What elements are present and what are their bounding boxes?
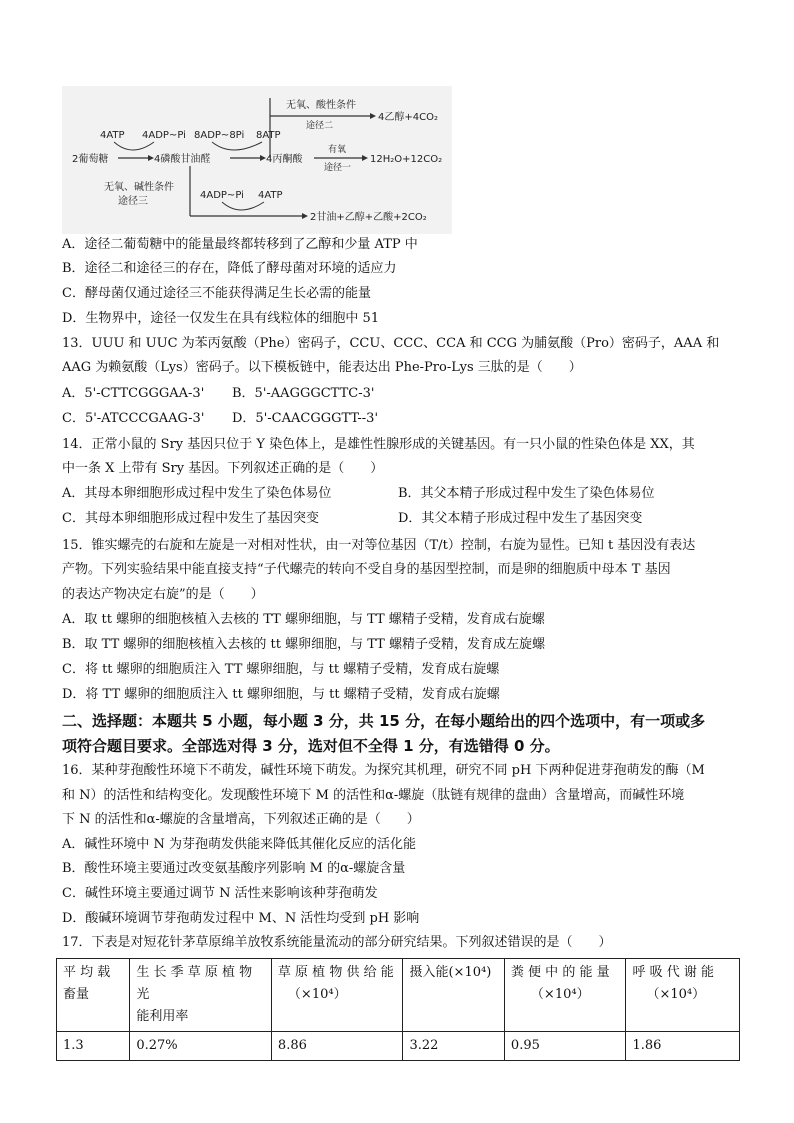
path1-product: 12H₂O+12CO₂ [370,154,443,165]
q16-stem-line3: 下 N 的活性和α-螺旋的含量增高，下列叙述正确的是（ ） [62,812,420,827]
q14-option-d: D．其父本精子形成过程中发生了基因突变 [398,511,643,526]
table-cell: 1.86 [626,1032,740,1061]
q14-option-c: C．其母本卵细胞形成过程中发生了基因突变 [62,511,319,526]
adp-bottom: 4ADP~Pi [200,190,244,201]
adp-mid: 8ADP~8Pi [194,130,245,141]
header-cell: 粪 便 中 的 能 量 （×10⁴） [504,959,626,1032]
q13-stem-line1: 13．UUU 和 UUC 为苯丙氨酸（Phe）密码子，CCU、CCC、CCA 和 CCG 为脯氨酸（Pro）密码子，AAA 和 [62,336,720,351]
path3-name: 途径三 [118,196,148,207]
q13-option-d: D．5'-CAACGGGTT--3' [232,411,379,426]
q13-option-c: C．5'-ATCCCGAAG-3' [62,411,205,426]
table-cell: 0.27% [130,1032,272,1061]
q16-stem-line1: 16．某种芽孢酸性环境下不萌发，碱性环境下萌发。为探究其机理，研究不同 pH 下两种促进芽孢萌发的酶（M [62,763,705,778]
table-cell: 3.22 [403,1032,504,1061]
path2-name: 途径二 [306,121,334,131]
path2-condition: 无氧、酸性条件 [286,100,356,111]
table-cell: 0.95 [504,1032,626,1061]
q16-stem-line2: 和 N）的活性和结构变化。发现酸性环境下 M 的活性和α-螺旋（肽链有规律的盘曲）含量增高，而碱性环境 [62,788,685,803]
q13-stem-line2: AAG 为赖氨酸（Lys）密码子。以下模板链中，能表达出 Phe-Pro-Lys 三肽的是（ ） [62,360,582,375]
q16-option-a: A．碱性环境中 N 为芽孢萌发供能来降低其催化反应的活化能 [62,837,417,852]
q14-option-b: B．其父本精子形成过程中发生了染色体易位 [398,486,655,501]
path1-name: 途径一 [324,163,352,173]
q13-option-b: B．5'-AAGGGCTTC-3' [232,386,375,401]
path3-condition: 无氧、碱性条件 [104,182,174,193]
q16-option-b: B．酸性环境主要通过改变氨基酸序列影响 M 的α-螺旋含量 [62,861,406,876]
header-cell: 平 均 载 畜量 [57,959,130,1032]
atp-mid: 8ATP [256,130,281,141]
pyruvate-label: 4丙酮酸 [266,154,303,165]
q13-option-a: A．5'-CTTCGGGAA-3' [62,386,205,401]
q15-option-c: C．将 tt 螺卵的细胞质注入 TT 螺卵细胞，与 tt 螺精子受精，发育成右旋螺 [62,662,500,677]
header-cell: 草 原 植 物 供 给 能 （×10⁴） [271,959,403,1032]
q12-option-a: A．途径二葡萄糖中的能量最终都转移到了乙醇和少量 ATP 中 [62,237,418,252]
q14-stem-line1: 14．正常小鼠的 Sry 基因只位于 Y 染色体上，是雄性性腺形成的关键基因。有一只小鼠的性染色体是 XX，其 [62,437,695,452]
q15-stem-line3: 的表达产物决定右旋”的是（ ） [62,587,264,602]
atp-bottom: 4ATP [258,190,283,201]
metabolic-pathway-figure [62,86,452,234]
q12-option-d: D．生物界中，途径一仅发生在具有线粒体的细胞中 51 [62,311,380,326]
q12-option-b: B．途径二和途径三的存在，降低了酵母菌对环境的适应力 [62,261,397,276]
header-cell: 生 长 季 草 原 植 物 光 能利用率 [130,959,272,1032]
q17-stem: 17．下表是对短花针茅草原绵羊放牧系统能量流动的部分研究结果。下列叙述错误的是（ ） [62,935,612,950]
q15-option-b: B．取 TT 螺卵的细胞核植入去核的 tt 螺卵细胞，与 TT 螺精子受精，发育成左旋螺 [62,637,545,652]
q16-option-c: C．碱性环境主要通过调节 N 活性来影响该种芽孢萌发 [62,886,378,901]
q15-stem-line2: 产物。下列实验结果中能直接支持“子代螺壳的转向不受自身的基因型控制，而是卵的细胞质中母本 T 基因 [62,562,671,577]
section2-heading-line1: 二、选择题：本题共 5 小题，每小题 3 分，共 15 分，在每小题给出的四个选项中，有一项或多 [62,712,706,730]
path3-product: 2甘油+乙醇+乙酸+2CO₂ [310,212,427,223]
atp-left: 4ATP [100,130,125,141]
q16-option-d: D．酸碱环境调节芽孢萌发过程中 M、N 活性均受到 pH 影响 [62,911,420,926]
q14-stem-line2: 中一条 X 上带有 Sry 基因。下列叙述正确的是（ ） [62,461,384,476]
header-cell: 呼 吸 代 谢 能 （×10⁴） [626,959,740,1032]
q15-option-d: D．将 TT 螺卵的细胞质注入 tt 螺卵细胞，与 tt 螺精子受精，发育成右旋螺 [62,687,500,702]
glycerate-label: 4磷酸甘油醛 [154,154,211,165]
table-header-row [57,959,740,1032]
pathway-diagram [62,86,452,234]
q15-option-a: A．取 tt 螺卵的细胞核植入去核的 TT 螺卵细胞，与 TT 螺精子受精，发育成右旋螺 [62,612,545,627]
table-cell: 8.86 [271,1032,403,1061]
energy-flow-table [56,958,740,1061]
q12-option-c: C．酵母菌仅通过途径三不能获得满足生长必需的能量 [62,286,371,301]
path2-product: 4乙醇+4CO₂ [378,112,438,123]
q14-option-a: A．其母本卵细胞形成过程中发生了染色体易位 [62,486,332,501]
path1-condition: 有氧 [328,145,347,155]
header-cell: 摄入能(×10⁴) [403,959,504,1032]
q15-stem-line1: 15．锥实螺壳的右旋和左旋是一对相对性状，由一对等位基因（T/t）控制，右旋为显性。已知 t 基因没有表达 [62,538,696,553]
table-cell: 1.3 [57,1032,130,1061]
adp-left: 4ADP~Pi [142,130,186,141]
table-row [57,1032,740,1061]
glucose-label: 2葡萄糖 [72,154,109,165]
section2-heading-line2: 项符合题目要求。全部选对得 3 分，选对但不全得 1 分，有选错得 0 分。 [62,737,560,755]
